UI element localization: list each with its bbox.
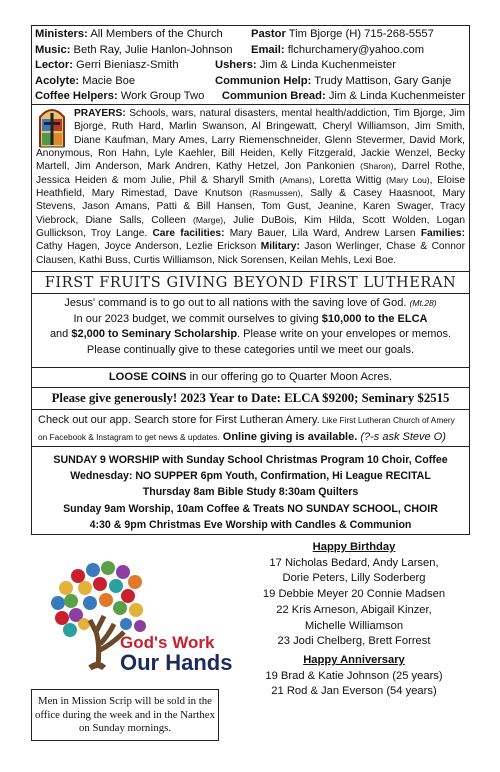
acolyte-label: Acolyte: <box>35 74 80 87</box>
care-facilities-label: Care facilities: <box>152 228 225 240</box>
schedule-line: Sunday 9am Worship, 10am Coffee & Treats NO SUNDAY SCHOOL, CHOIR <box>63 502 438 515</box>
social-text: Like First Lutheran Church of Amery on Facebook & Instagram to get news & updates. <box>38 415 455 442</box>
email-value[interactable]: flchurchamery@yahoo.com <box>287 43 425 56</box>
stained-glass-cross-icon <box>36 107 68 147</box>
elca-amount: $10,000 to the ELCA <box>321 312 428 325</box>
loose-coins-section <box>31 367 470 388</box>
military-label: Military: <box>260 241 300 253</box>
birthday-line: 22 Kris Arneson, Abigail Kinzer, <box>276 603 432 616</box>
logo-line-1: God's Work <box>120 633 215 652</box>
app-text: Check out our app. Search store for First Lutheran Amery. <box>38 414 320 426</box>
first-fruits-line: . Please write on your envelopes or memos. <box>237 328 452 341</box>
coffee-value: Work Group Two <box>120 90 205 103</box>
schedule-line: SUNDAY 9 WORSHIP with Sunday School Christmas Program 10 Choir, Coffee <box>53 454 448 466</box>
anniversary-line: 19 Brad & Katie Johnson (25 years) <box>265 669 443 682</box>
online-giving-contact: (?-s ask Steve O) <box>357 430 446 443</box>
scripture-ref: (Mt.28) <box>409 298 437 308</box>
first-fruits-line: Jesus' command is to go out to all nations with the saving love of God. <box>64 297 407 309</box>
seminary-amount: $2,000 to Seminary Scholarship <box>71 328 238 341</box>
ministers-label: Ministers: <box>35 28 88 40</box>
prayers-text: , Darrel Rothe, Jessica Heiden & mom Julie, Phil & Sharyll Smith <box>36 161 465 186</box>
families-label: Families: <box>420 228 465 240</box>
loose-coins-text: in our offering go to Quarter Moon Acres. <box>186 371 393 383</box>
first-fruits-line: and <box>49 328 72 341</box>
military-text: Jason Werlinger, Chase & Connor Clausen, Kathi Buss, Curtis Williamson, Nick Sorensen, Keilan Mehls, Lexi Boe. <box>36 241 465 266</box>
staff-row <box>35 27 465 43</box>
email-label: Email: <box>251 43 285 56</box>
birthday-line: Michelle Williamson <box>304 619 404 632</box>
prayers-text: , Julie DuBois, Kim Hilda, Scott Wolden, Logan Gullickson, Troy Lange. <box>36 214 465 240</box>
prayers-note: (Marge) <box>193 214 224 225</box>
birthday-line: Dorie Peters, Lilly Soderberg <box>282 572 426 585</box>
care-facilities-text: Mary Bauer, Lila Ward, Andrew Larsen <box>229 228 416 240</box>
schedule-line: Wednesday: NO SUPPER 6pm Youth, Confirmation, Hi League RECITAL <box>70 470 431 483</box>
first-fruits-title: FIRST FRUITS GIVING BEYOND FIRST LUTHERAN <box>31 275 470 294</box>
logo-line-2: Our Hands <box>120 650 233 675</box>
prayers-text: , Loretta Wittig <box>311 174 382 186</box>
celebrations-section <box>254 540 454 700</box>
staff-section <box>31 25 470 105</box>
communion-bread-value: Jim & Linda Kuchenmeister <box>328 90 465 103</box>
prayers-note: (Amans) <box>279 174 312 185</box>
staff-row <box>35 89 465 105</box>
first-fruits-line: Please continually give to these categories until we meet our goals. <box>86 343 415 356</box>
prayers-note: (Sharon) <box>360 161 394 172</box>
staff-row <box>35 74 465 90</box>
app-section <box>31 409 470 447</box>
coffee-label: Coffee Helpers: <box>35 90 118 103</box>
prayers-section <box>31 104 470 272</box>
happy-anniversary-heading: Happy Anniversary <box>303 653 405 666</box>
communion-bread-label: Communion Bread: <box>221 90 326 103</box>
staff-row <box>35 43 465 59</box>
prayers-text: , Eloise Heathfield, Mary Rimestad, Dave Knutson <box>36 174 465 200</box>
birthday-line: 19 Debbie Meyer 20 Connie Madsen <box>262 588 446 601</box>
music-label: Music: <box>35 43 71 56</box>
scrip-note <box>31 689 219 741</box>
prayers-text: , Sally & Casey Haasnoot, Mary Stevens, Jason Amans, Patti & Bill Hansen, Tom Gust, Jeanine, Karen Swager, Tracy Viebrock, Diane Salls, Colleen <box>36 188 465 226</box>
schedule-line: 4:30 & 9pm Christmas Eve Worship with Candles & Communion <box>89 518 412 531</box>
prayers-label: PRAYERS: <box>74 108 126 119</box>
gods-work-our-hands-logo <box>38 558 233 676</box>
families-text: Cathy Hagen, Joyce Anderson, Lezlie Erickson <box>36 241 257 253</box>
pastor-value: Tim Bjorge (H) 715-268-5557 <box>288 28 434 40</box>
communion-help-value: Trudy Mattison, Gary Ganje <box>314 74 452 87</box>
communion-help-label: Communion Help: <box>215 74 312 87</box>
prayers-note: (Mary Lou) <box>386 174 430 185</box>
schedule-line: Thursday 8am Bible Study 8:30am Quilters <box>142 486 359 499</box>
prayers-note: (Rasmussen) <box>249 188 301 199</box>
first-fruits-line: In our 2023 budget, we commit ourselves to giving <box>73 312 322 325</box>
scrip-note-text: Men in Mission Scrip will be sold in the office during the week and in the Narthex on Sunday mornings. <box>35 695 215 735</box>
give-generously-banner <box>31 387 470 410</box>
birthday-line: 23 Jodi Chelberg, Brett Forrest <box>277 635 431 648</box>
lector-label: Lector: <box>35 59 73 72</box>
acolyte-value: Macie Boe <box>82 74 136 87</box>
ushers-value: Jim & Linda Kuchenmeister <box>259 59 396 72</box>
loose-coins-label: LOOSE COINS <box>108 371 187 383</box>
lector-value: Gerri Bieniasz-Smith <box>76 59 179 72</box>
ministers-value: All Members of the Church <box>90 28 223 40</box>
first-fruits-section <box>31 271 470 368</box>
pastor-label: Pastor <box>251 28 286 40</box>
happy-birthday-heading: Happy Birthday <box>312 541 396 553</box>
schedule-section <box>31 446 470 535</box>
prayers-text: Schools, wars, natural disasters, mental health/addiction, Tim Bjorge, Jim Bjorge, Ruth Hard, Marlin Swanson, Al Bringewatt, Cheryl Williamson, Jim Smith, Diane Kaufman, Mary Ames, Larry Riemenschneider, Glenn Stevermer, David Mork, Anonymous, Ron Hahn, Lyle Kaehler, Bill Heiden, Kelly Fitzgerald, Jackie Wenzel, Becky Martell, Jim Anderson, Mark Andren, Kathy Hetzel, Jon Pankonien <box>36 108 465 173</box>
anniversary-line: 21 Rod & Jan Everson (54 years) <box>271 685 437 698</box>
first-fruits-body <box>32 296 469 358</box>
ushers-label: Ushers: <box>215 59 257 72</box>
birthday-line: 17 Nicholas Bedard, Andy Larsen, <box>269 556 439 569</box>
online-giving-text: Online giving is available. <box>219 430 358 443</box>
music-value: Beth Ray, Julie Hanlon-Johnson <box>73 43 233 56</box>
give-generously-text: Please give generously! 2023 Year to Date: ELCA $9200; Seminary $2515 <box>51 391 450 405</box>
staff-row <box>35 58 465 74</box>
